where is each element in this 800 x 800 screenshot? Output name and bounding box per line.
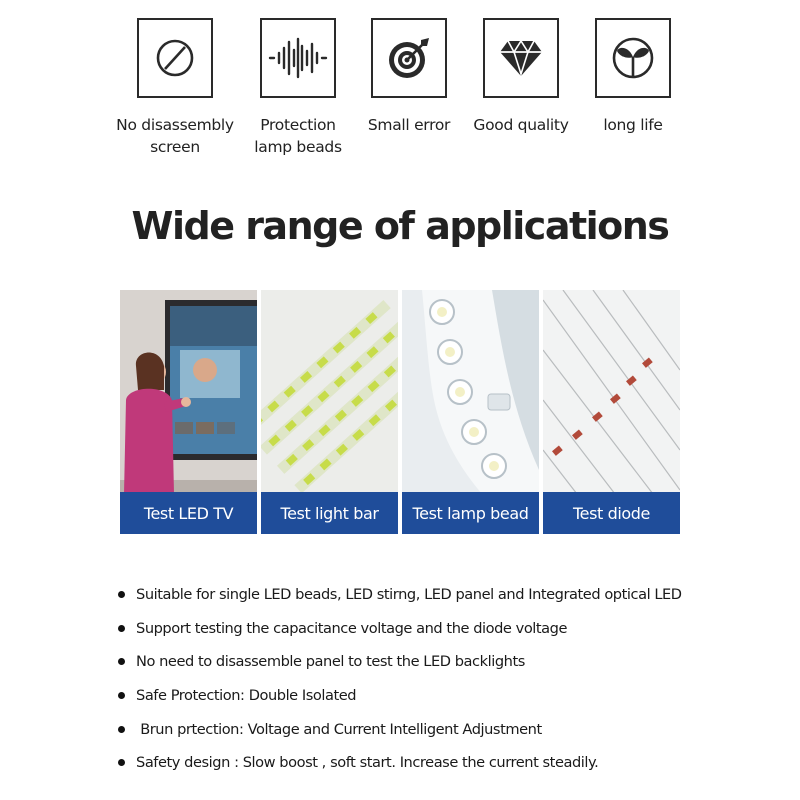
- sprout-icon: [595, 18, 671, 98]
- bullet-icon: [118, 692, 125, 699]
- diode-photo: [543, 290, 680, 494]
- features-row: [0, 18, 800, 168]
- lamp-bead-photo: [402, 290, 539, 494]
- applications-grid: [120, 290, 680, 534]
- app-card-light-bar: [261, 290, 398, 534]
- list-item: Brun prtection: Voltage and Current Intelligent Adjustment: [118, 712, 758, 746]
- list-item: Safety design : Slow boost , soft start. Increase the current steadily.: [118, 746, 758, 780]
- no-disassembly-icon: [137, 18, 213, 98]
- app-caption: Test LED TV: [120, 492, 257, 534]
- list-item: Safe Protection: Double Isolated: [118, 679, 758, 713]
- feature-label: Protection lamp beads: [254, 116, 342, 156]
- app-caption: Test light bar: [261, 492, 398, 534]
- list-item: Suitable for single LED beads, LED stirng, LED panel and Integrated optical LED: [118, 578, 758, 612]
- diamond-icon: [483, 18, 559, 98]
- bullet-icon: [118, 759, 125, 766]
- feature-label: No disassembly screen: [116, 116, 234, 156]
- list-item: Support testing the capacitance voltage and the diode voltage: [118, 612, 758, 646]
- waveform-icon: [260, 18, 336, 98]
- feature-long-life: [568, 18, 698, 136]
- target-icon: [371, 18, 447, 98]
- feature-small-error: [344, 18, 474, 136]
- bullet-icon: [118, 591, 125, 598]
- app-card-diode: [543, 290, 680, 534]
- feature-label: long life: [603, 116, 663, 134]
- bullet-icon: [118, 658, 125, 665]
- app-caption: Test diode: [543, 492, 680, 534]
- feature-no-disassembly: [110, 18, 240, 158]
- led-tv-photo: [120, 290, 257, 494]
- feature-good-quality: [456, 18, 586, 136]
- app-caption: Test lamp bead: [402, 492, 539, 534]
- light-bar-photo: [261, 290, 398, 494]
- bullet-icon: [118, 726, 125, 733]
- app-card-led-tv: [120, 290, 257, 534]
- feature-list: [118, 578, 758, 780]
- list-item: No need to disassemble panel to test the LED backlights: [118, 645, 758, 679]
- app-card-lamp-bead: [402, 290, 539, 534]
- bullet-icon: [118, 625, 125, 632]
- feature-label: Good quality: [473, 116, 569, 134]
- feature-label: Small error: [367, 116, 451, 134]
- section-title: Wide range of applications: [131, 204, 669, 248]
